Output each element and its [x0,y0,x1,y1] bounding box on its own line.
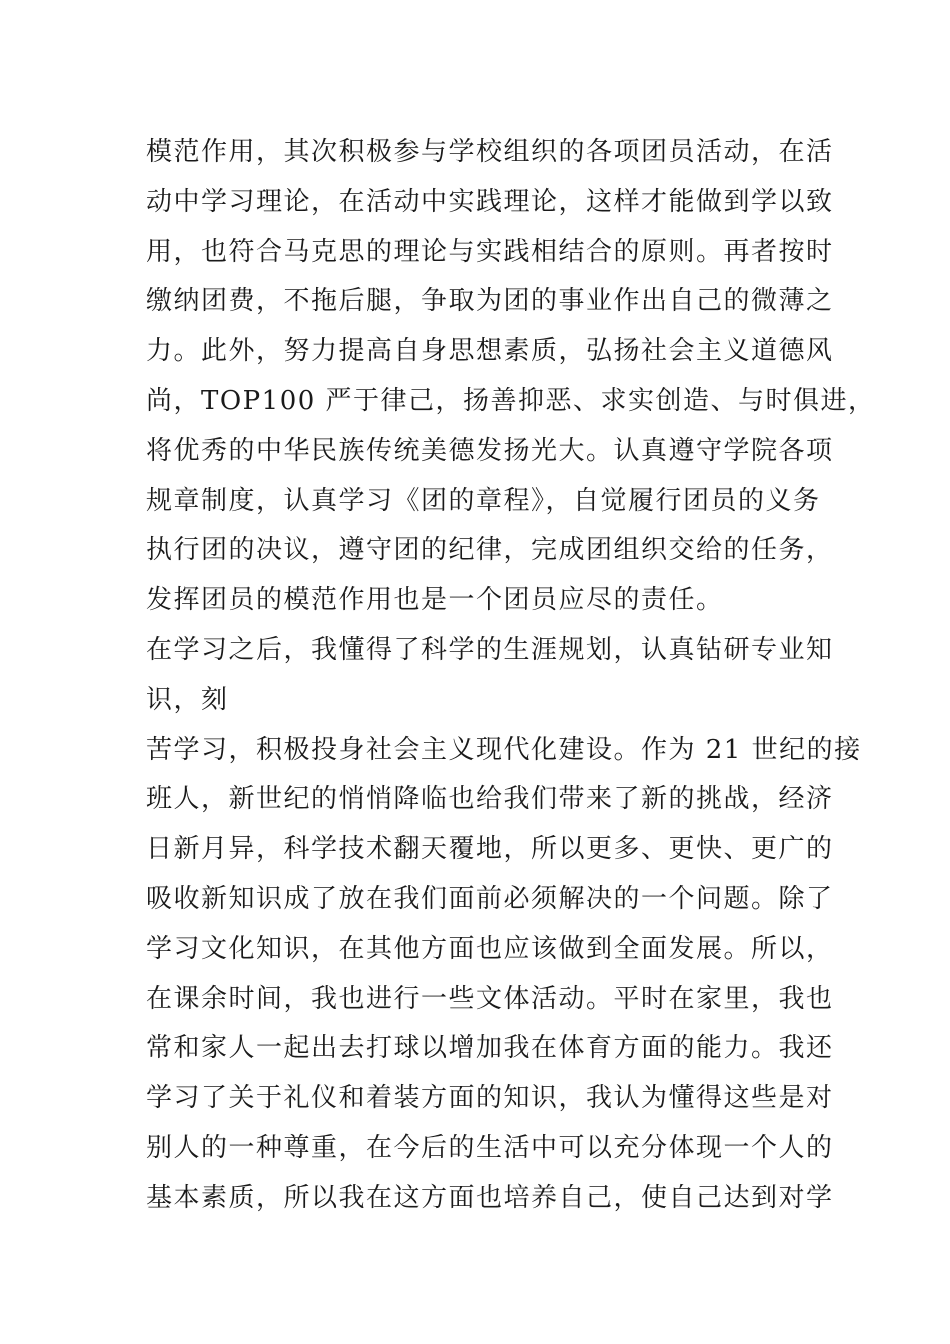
text-line: 将优秀的中华民族传统美德发扬光大。认真遵守学院各项 [146,435,834,466]
text-line: 规章制度，认真学习《团的章程》，自觉履行团员的义务 [146,485,821,516]
text-line: 缴纳团费，不拖后腿，争取为团的事业作出自己的微薄之 [146,286,834,317]
body-text [146,128,876,1224]
text-line: 模范作用，其次积极参与学校组织的各项团员活动，在活 [146,137,834,167]
text-line: 发挥团员的模范作用也是一个团员应尽的责任。 [146,585,724,616]
text-line: 动中学习理论，在活动中实践理论，这样才能做到学以致 [146,186,834,217]
text-line: 常和家人一起出去打球以增加我在体育方面的能力。我还 [146,1033,834,1064]
text-line: 苦学习，积极投身社会主义现代化建设。作为 21 世纪的接 [146,734,862,765]
text-line: 用，也符合马克思的理论与实践相结合的原则。再者按时 [146,236,834,267]
text-line: 力。此外，努力提高自身思想素质，弘扬社会主义道德风 [146,336,834,367]
text-line: 尚，TOP100 严于律己，扬善抑恶、求实创造、与时俱进， [146,385,876,416]
text-line: 识，刻 [146,684,229,715]
text-line: 在学习之后，我懂得了科学的生涯规划，认真钻研专业知 [146,634,834,665]
text-line: 执行团的决议，遵守团的纪律，完成团组织交给的任务， [146,535,834,566]
text-line: 别人的一种尊重，在今后的生活中可以充分体现一个人的 [146,1132,834,1163]
text-line: 日新月异，科学技术翻天覆地，所以更多、更快、更广的 [146,834,834,865]
text-line: 学习了关于礼仪和着装方面的知识，我认为懂得这些是对 [146,1083,834,1114]
text-line: 学习文化知识，在其他方面也应该做到全面发展。所以， [146,933,834,964]
text-line: 班人，新世纪的悄悄降临也给我们带来了新的挑战，经济 [146,784,834,815]
text-line: 在课余时间，我也进行一些文体活动。平时在家里，我也 [146,983,834,1014]
text-line: 基本素质，所以我在这方面也培养自己，使自己达到对学 [146,1182,834,1213]
text-line: 吸收新知识成了放在我们面前必须解决的一个问题。除了 [146,883,834,914]
